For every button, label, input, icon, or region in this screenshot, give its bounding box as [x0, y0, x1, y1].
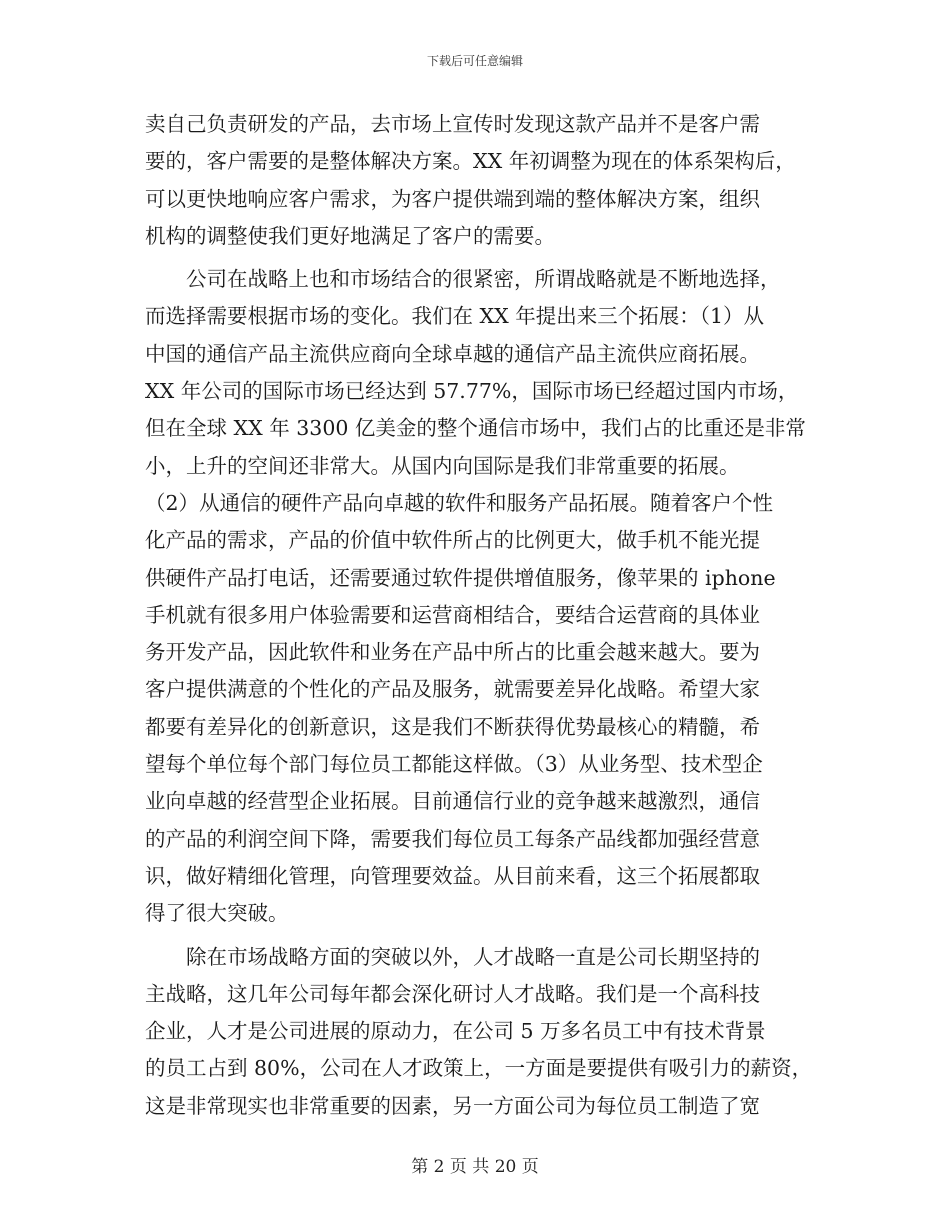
text-line: （2）从通信的硬件产品向卓越的软件和服务产品拓展。随着客户个性	[145, 490, 774, 515]
paragraph-1	[145, 106, 810, 255]
text-line: 公司在战略上也和市场结合的很紧密，所谓战略就是不断地选择，	[186, 267, 781, 292]
text-line: 识，做好精细化管理，向管理要效益。从目前来看，这三个拓展都取	[145, 863, 760, 888]
text-line: 可以更快地响应客户需求，为客户提供端到端的整体解决方案，组织	[145, 186, 760, 211]
text-line: 都要有差异化的创新意识，这是我们不断获得优势最核心的精髓，希	[145, 714, 760, 739]
text-line: 的产品的利润空间下降，需要我们每位员工每条产品线都加强经营意	[145, 826, 760, 851]
text-line: 务开发产品，因此软件和业务在产品中所占的比重会越来越大。要为	[145, 640, 760, 665]
document-body	[145, 106, 813, 1125]
text-line: 除在市场战略方面的突破以外，人才战略一直是公司长期坚持的	[186, 944, 760, 969]
text-line: 客户提供满意的个性化的产品及服务，就需要差异化战略。希望大家	[145, 677, 760, 702]
text-line: 手机就有很多用户体验需要和运营商相结合，要结合运营商的具体业	[145, 602, 760, 627]
text-line: 小，上升的空间还非常大。从国内向国际是我们非常重要的拓展。	[145, 453, 740, 478]
text-line: 得了很大突破。	[145, 901, 289, 926]
paragraph-2	[145, 261, 810, 932]
text-line: 望每个单位每个部门每位员工都能这样做。（3）从业务型、技术型企	[145, 752, 763, 777]
header-note: 下载后可任意编辑	[426, 54, 523, 68]
text-line: 供硬件产品打电话，还需要通过软件提供增值服务，像苹果的 iphone	[145, 565, 776, 590]
text-line: 这是非常现实也非常重要的因素，另一方面公司为每位员工制造了宽	[145, 1093, 760, 1118]
page-footer	[0, 1152, 950, 1177]
text-line: 业向卓越的经营型企业拓展。目前通信行业的竞争越来越激烈，通信	[145, 789, 760, 814]
text-line: 但在全球 XX 年 3300 亿美金的整个通信市场中，我们占的比重还是非常	[145, 416, 806, 441]
text-line: 企业，人才是公司进展的原动力，在公司 5 万多名员工中有技术背景	[145, 1019, 766, 1044]
text-line: 要的，客户需要的是整体解决方案。XX 年初调整为现在的体系架构后，	[145, 149, 796, 174]
text-line: 主战略，这几年公司每年都会深化研讨人才战略。我们是一个高科技	[145, 981, 760, 1006]
paragraph-3	[145, 939, 813, 1125]
text-line: 化产品的需求，产品的价值中软件所占的比例更大，做手机不能光提	[145, 528, 760, 553]
text-line: 卖自己负责研发的产品，去市场上宣传时发现这款产品并不是客户需	[145, 112, 760, 136]
page-number-label: 第 2 页 共 20 页	[411, 1157, 539, 1177]
page-header	[0, 52, 950, 69]
text-line: 机构的调整使我们更好地满足了客户的需要。	[145, 223, 555, 248]
text-line: XX 年公司的国际市场已经达到 57.77%，国际市场已经超过国内市场，	[145, 379, 799, 404]
text-line: 中国的通信产品主流供应商向全球卓越的通信产品主流供应商拓展。	[145, 341, 760, 366]
text-line: 而选择需要根据市场的变化。我们在 XX 年提出来三个拓展：（1）从	[145, 304, 765, 329]
text-line: 的员工占到 80%，公司在人才政策上，一方面是要提供有吸引力的薪资，	[145, 1056, 813, 1081]
